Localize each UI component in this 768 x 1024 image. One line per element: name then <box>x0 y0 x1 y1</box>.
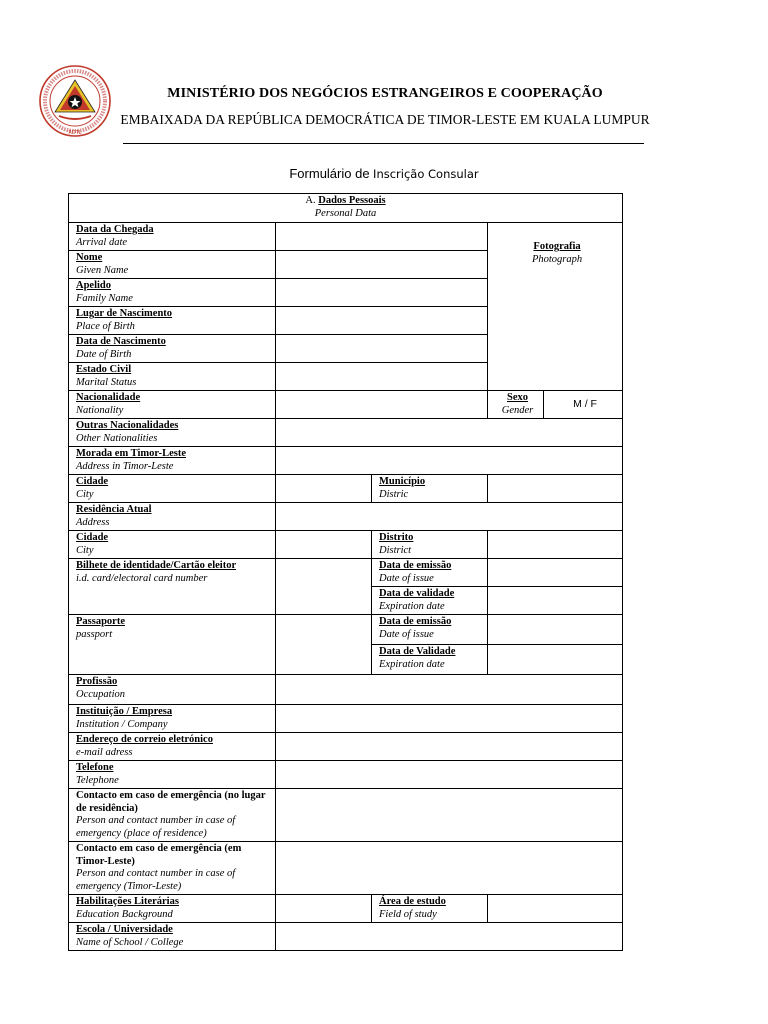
input-id-card[interactable] <box>276 559 372 615</box>
sex-option-mf[interactable]: M / F <box>544 391 623 419</box>
input-emergency-tl[interactable] <box>276 842 623 895</box>
field-label-id-card: Bilhete de identidade/Cartão eleitor i.d. card/electoral card number <box>69 559 276 615</box>
header-divider <box>123 143 644 144</box>
field-label-field-study: Área de estudo Field of study <box>372 895 488 923</box>
field-label-city-2: Cidade City <box>69 531 276 559</box>
input-pp-issue-date[interactable] <box>488 615 623 645</box>
table-row <box>69 761 623 789</box>
field-label-emergency-tl: Contacto em caso de emergência (em Timor-Leste) Person and contact number in case of emergency (Timor-Leste) <box>69 842 276 895</box>
input-other-nationalities[interactable] <box>276 419 623 447</box>
field-label-occupation: Profissão Occupation <box>69 675 276 705</box>
input-residence[interactable] <box>276 503 623 531</box>
input-nationality[interactable] <box>276 391 488 419</box>
table-row <box>69 789 623 842</box>
table-row <box>69 733 623 761</box>
field-label-family-name: Apelido Family Name <box>69 279 276 307</box>
input-municipio[interactable] <box>488 475 623 503</box>
field-label-marital-status: Estado Civil Marital Status <box>69 363 276 391</box>
sex-label: Sexo Gender <box>488 391 544 419</box>
registration-form-table <box>68 193 623 951</box>
table-row <box>69 391 623 419</box>
table-row <box>69 475 623 503</box>
input-family-name[interactable] <box>276 279 488 307</box>
input-given-name[interactable] <box>276 251 488 279</box>
input-pp-expiration[interactable] <box>488 645 623 675</box>
field-label-city-1: Cidade City <box>69 475 276 503</box>
field-label-institution: Instituição / Empresa Institution / Company <box>69 705 276 733</box>
field-label-given-name: Nome Given Name <box>69 251 276 279</box>
input-city-1[interactable] <box>276 475 372 503</box>
section-title: Dados Pessoais <box>318 195 386 206</box>
field-label-school: Escola / Universidade Name of School / College <box>69 923 276 951</box>
input-occupation[interactable] <box>276 675 623 705</box>
input-distrito[interactable] <box>488 531 623 559</box>
field-label-id-valid: Data de validade Expiration date <box>372 587 488 615</box>
form-title-part-b: Inscrição Consular <box>373 167 479 181</box>
field-label-address-tl: Morada em Timor-Leste Address in Timor-Leste <box>69 447 276 475</box>
input-id-issue-date[interactable] <box>488 559 623 587</box>
input-marital-status[interactable] <box>276 363 488 391</box>
embassy-seal <box>35 64 115 138</box>
input-emergency-residence[interactable] <box>276 789 623 842</box>
input-place-of-birth[interactable] <box>276 307 488 335</box>
photo-label: Fotografia <box>533 241 581 252</box>
input-email[interactable] <box>276 733 623 761</box>
input-address-tl[interactable] <box>276 447 623 475</box>
field-label-pp-valid: Data de Validade Expiration date <box>372 645 488 675</box>
field-label-id-issue: Data de emissão Date of issue <box>372 559 488 587</box>
field-label-education: Habilitações Literárias Education Background <box>69 895 276 923</box>
table-row <box>69 705 623 733</box>
table-row <box>69 559 623 587</box>
field-label-passport: Passaporte passport <box>69 615 276 675</box>
table-row <box>69 923 623 951</box>
field-label-other-nationalities: Outras Nacionalidades Other Nationalities <box>69 419 276 447</box>
field-label-arrival: Data da Chegada Arrival date <box>69 223 276 251</box>
input-telephone[interactable] <box>276 761 623 789</box>
input-passport[interactable] <box>276 615 372 675</box>
input-school[interactable] <box>276 923 623 951</box>
section-header <box>69 194 623 223</box>
photo-box[interactable] <box>488 223 623 391</box>
form-title <box>0 166 768 181</box>
input-institution[interactable] <box>276 705 623 733</box>
input-education[interactable] <box>276 895 372 923</box>
field-label-telephone: Telefone Telephone <box>69 761 276 789</box>
photo-label-en: Photograph <box>531 253 583 265</box>
field-label-date-of-birth: Data de Nascimento Date of Birth <box>69 335 276 363</box>
field-label-emergency-residence: Contacto em caso de emergência (no lugar de residência) Person and contact number in case of emergency (place of residence) <box>69 789 276 842</box>
table-row <box>69 615 623 645</box>
field-label-residence: Residência Atual Address <box>69 503 276 531</box>
input-city-2[interactable] <box>276 531 372 559</box>
input-arrival-date[interactable] <box>276 223 488 251</box>
embassy-title: EMBAIXADA DA REPÚBLICA DEMOCRÁTICA DE TIMOR-LESTE EM KUALA LUMPUR <box>120 112 650 127</box>
form-title-part-a: Formulário de <box>289 166 370 181</box>
field-label-place-of-birth: Lugar de Nascimento Place of Birth <box>69 307 276 335</box>
field-label-pp-issue: Data de emissão Date of issue <box>372 615 488 645</box>
seal-emblem-icon <box>35 64 115 138</box>
section-title-en: Personal Data <box>314 207 377 219</box>
table-row <box>69 223 623 251</box>
table-row <box>69 531 623 559</box>
field-label-distrito: Distrito District <box>372 531 488 559</box>
input-date-of-birth[interactable] <box>276 335 488 363</box>
table-row <box>69 842 623 895</box>
svg-text:RDTL: RDTL <box>68 130 82 136</box>
table-row <box>69 447 623 475</box>
field-label-municipio: Município Distric <box>372 475 488 503</box>
input-field-study[interactable] <box>488 895 623 923</box>
input-id-expiration[interactable] <box>488 587 623 615</box>
section-header-row <box>69 194 623 223</box>
ministry-title: MINISTÉRIO DOS NEGÓCIOS ESTRANGEIROS E COOPERAÇÃO <box>167 86 603 101</box>
field-label-email: Endereço de correio eletrónico e-mail adress <box>69 733 276 761</box>
field-label-nationality: Nacionalidade Nationality <box>69 391 276 419</box>
table-row <box>69 419 623 447</box>
table-row <box>69 503 623 531</box>
table-row <box>69 895 623 923</box>
section-letter: A. <box>305 195 316 206</box>
table-row <box>69 675 623 705</box>
